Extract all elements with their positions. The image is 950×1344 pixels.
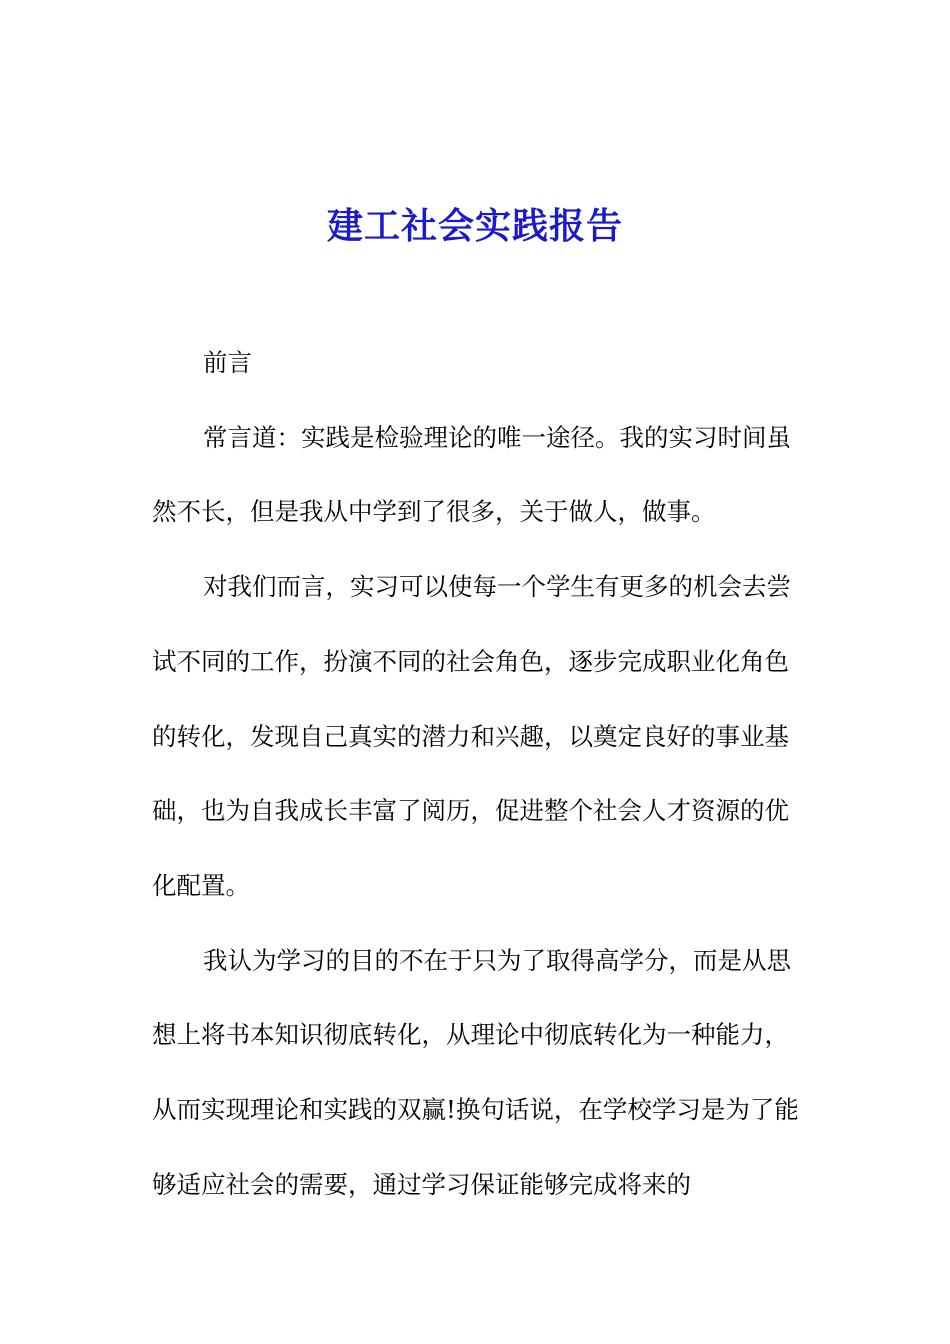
document-title: 建工社会实践报告 xyxy=(326,205,623,248)
paragraph-internship-value: 对我们而言，实习可以使每一个学生有更多的机会去尝试不同的工作，扮演不同的社会角色，逐步完成职业化角色的转化，发现自己真实的潜力和兴趣，以奠定良好的事业基础，也为自我成长丰富了阅历，促进整个社会人才资源的优化配置。 xyxy=(152,572,791,900)
paragraph-preface-heading: 前言 xyxy=(203,348,252,377)
paragraph-learning-purpose: 我认为学习的目的不在于只为了取得高学分，而是从思想上将书本知识彻底转化，从理论中彻底转化为一种能力，从而实现理论和实践的双赢!换句话说，在学校学习是为了能够适应社会的需要，通过学习保证能够完成将来的 xyxy=(152,945,799,1199)
paragraph-intro: 常言道：实践是检验理论的唯一途径。我的实习时间虽然不长，但是我从中学到了很多，关于做人，做事。 xyxy=(152,422,791,527)
document-body xyxy=(152,326,812,1222)
